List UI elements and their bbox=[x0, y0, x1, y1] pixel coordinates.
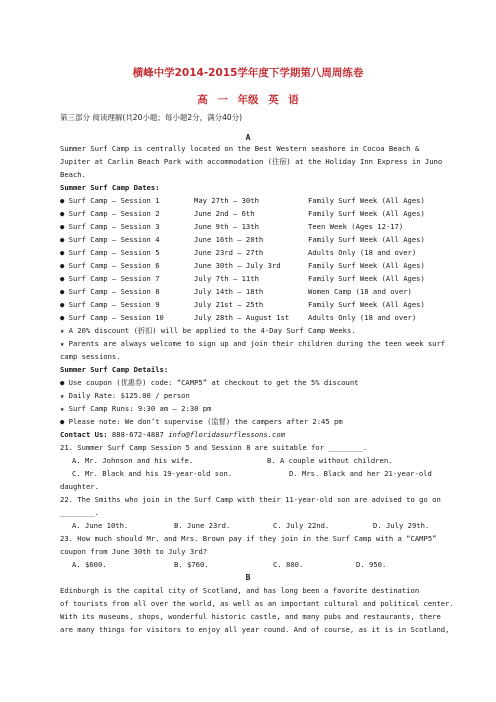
section-heading: 第三部分 阅读理解(共20小题；每小题2分，满分40分) bbox=[60, 113, 243, 122]
session-dates: June 9th — 13th bbox=[194, 222, 259, 231]
session-name: ● Surf Camp — Session 3 bbox=[60, 222, 160, 231]
passage-b-line-2: of tourists from all over the world, as well as an important cultural and political center. bbox=[60, 599, 454, 608]
question-22: 22. The Smiths who join in the Surf Camp with their 11-year-old son are advised to go on bbox=[60, 495, 441, 504]
session-name: ● Surf Camp — Session 1 bbox=[60, 196, 160, 205]
detail-supervise: ● Please note: We don’t supervise (监督) the campers after 2:45 pm bbox=[60, 417, 343, 426]
passage-a-intro-1: Summer Surf Camp is centrally located on the Best Western seashore in Cocoa Beach & bbox=[60, 144, 420, 153]
q23-option-a: A. $600. bbox=[72, 560, 107, 569]
detail-camp-hours: ★ Surf Camp Runs: 9:30 am — 2:30 pm bbox=[60, 404, 212, 413]
session-type: Teen Week (Ages 12-17) bbox=[308, 222, 404, 231]
session-type: Family Surf Week (All Ages) bbox=[308, 209, 425, 218]
session-dates: July 7th — 11th bbox=[194, 274, 259, 283]
discount-note: ★ A 20% discount (折扣) will be applied to the 4-Day Surf Camp Weeks. bbox=[60, 326, 356, 335]
session-type: Family Surf Week (All Ages) bbox=[308, 196, 425, 205]
q23-option-c: C. 800. bbox=[273, 560, 304, 569]
session-type: Women Camp (18 and over) bbox=[308, 287, 412, 296]
page-title: 横峰中学2014-2015学年度下学期第八周周练卷 bbox=[132, 67, 364, 79]
session-type: Adults Only (18 and over) bbox=[308, 248, 417, 257]
session-name: ● Surf Camp — Session 6 bbox=[60, 261, 160, 270]
session-name: ● Surf Camp — Session 9 bbox=[60, 300, 160, 309]
session-name: ● Surf Camp — Session 5 bbox=[60, 248, 160, 257]
q22-option-b: B. June 23rd. bbox=[174, 521, 231, 530]
session-dates: July 14th — 18th bbox=[194, 287, 264, 296]
session-dates: July 28th — August 1st bbox=[194, 313, 290, 322]
page-subtitle: 高 一 年级 英 语 bbox=[197, 94, 299, 106]
question-23: 23. How much should Mr. and Mrs. Brown pay if they join in the Surf Camp with a “CAMP5” bbox=[60, 534, 437, 543]
parents-note-1: ★ Parents are always welcome to sign up and join their children during the teen week surf bbox=[60, 339, 446, 348]
session-type: Family Surf Week (All Ages) bbox=[308, 261, 425, 270]
session-dates: June 23rd — 27th bbox=[194, 248, 264, 257]
parents-note-2: camp sessions. bbox=[60, 352, 121, 361]
q21-option-c: C. Mr. Black and his 19-year-old son. bbox=[72, 469, 233, 478]
session-dates: June 2nd — 6th bbox=[194, 209, 255, 218]
session-dates: July 21st — 25th bbox=[194, 300, 264, 309]
session-type: Family Surf Week (All Ages) bbox=[308, 300, 425, 309]
q22-option-c: C. July 22nd. bbox=[273, 521, 330, 530]
q23-option-b: B. $760. bbox=[174, 560, 209, 569]
session-name: ● Surf Camp — Session 7 bbox=[60, 274, 160, 283]
session-dates: June 16th — 20th bbox=[194, 235, 264, 244]
contact-email[interactable]: info@floridasurflessons.com bbox=[168, 430, 286, 439]
q21-option-d-cont: daughter. bbox=[60, 482, 99, 491]
detail-coupon: ● Use coupon (优惠券) code: “CAMP5” at checkout to get the 5% discount bbox=[60, 378, 359, 387]
q21-option-d: D. Mrs. Black and her 21-year-old bbox=[289, 469, 432, 478]
passage-a-label: A bbox=[245, 133, 251, 142]
q22-option-d: D. July 29th. bbox=[373, 521, 430, 530]
detail-daily-rate: ★ Daily Rate: $125.00 / person bbox=[60, 391, 190, 400]
passage-a-intro-2: Jupiter at Carlin Beach Park with accommodation (住宿) at the Holiday Inn Express in Juno bbox=[60, 157, 443, 166]
passage-b-label: B bbox=[245, 573, 251, 582]
camp-dates-heading: Summer Surf Camp Dates: bbox=[60, 183, 160, 192]
session-type: Family Surf Week (All Ages) bbox=[308, 235, 425, 244]
session-type: Family Surf Week (All Ages) bbox=[308, 274, 425, 283]
q21-option-b: B. A couple without children. bbox=[267, 456, 393, 465]
contact-label: Contact Us: bbox=[60, 430, 108, 439]
session-name: ● Surf Camp — Session 4 bbox=[60, 235, 160, 244]
camp-details-heading: Summer Surf Camp Details: bbox=[60, 365, 169, 374]
session-dates: May 27th — 30th bbox=[194, 196, 259, 205]
session-name: ● Surf Camp — Session 8 bbox=[60, 287, 160, 296]
contact-line bbox=[60, 430, 285, 439]
session-dates: June 30th — July 3rd bbox=[194, 261, 281, 270]
q23-option-d: D. 950. bbox=[356, 560, 387, 569]
contact-phone: 888-672-4887 bbox=[107, 430, 169, 439]
q22-option-a: A. June 10th. bbox=[72, 521, 129, 530]
session-type: Adults Only (18 and over) bbox=[308, 313, 417, 322]
session-name: ● Surf Camp — Session 10 bbox=[60, 313, 164, 322]
passage-b-line-1: Edinburgh is the capital city of Scotland, and has long been a favorite destination bbox=[60, 586, 420, 595]
session-name: ● Surf Camp — Session 2 bbox=[60, 209, 160, 218]
q21-option-a: A. Mr. Johnson and his wife. bbox=[72, 456, 194, 465]
passage-b-line-3: With its museums, shops, wonderful historic castle, and many pubs and restaurants, there bbox=[60, 612, 441, 621]
question-23-cont: coupon from June 30th to July 3rd? bbox=[60, 547, 208, 556]
passage-a-intro-3: Beach. bbox=[60, 170, 86, 179]
q22-blank: ________. bbox=[60, 508, 99, 517]
question-21: 21. Summer Surf Camp Session 5 and Session 8 are suitable for ________. bbox=[60, 443, 368, 452]
passage-b-line-4: are many things for visitors to enjoy all year round. And of course, as it is in Scotland, bbox=[60, 625, 450, 634]
